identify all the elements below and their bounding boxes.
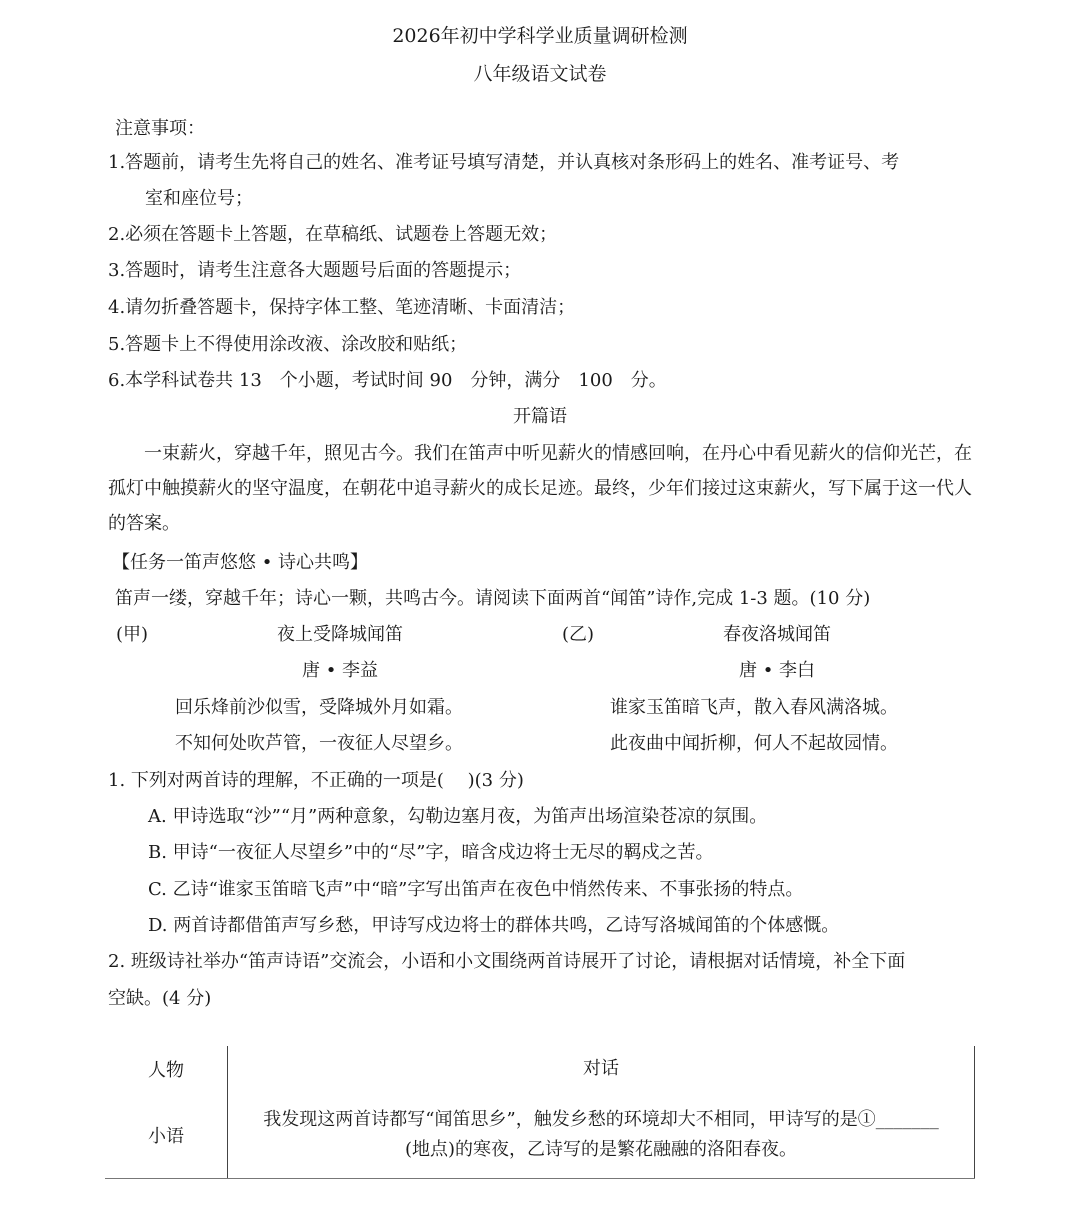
dialogue-table	[105, 1046, 975, 1178]
exam-title: 2026年初中学科学业质量调研检测	[392, 25, 688, 47]
question-1-stem: 1. 下列对两首诗的理解，不正确的一项是( )(3 分)	[108, 770, 524, 791]
table-cell-person: 小语	[148, 1126, 184, 1147]
poem-yi-author: 唐 • 李白	[738, 660, 816, 681]
task1-heading: 【任务一笛声悠悠 • 诗心共鸣】	[112, 552, 369, 573]
poem-jia-line: 回乐烽前沙似雪，受降城外月如霜。	[175, 697, 463, 718]
task1-intro: 笛声一缕，穿越千年；诗心一颗，共鸣古今。请阅读下面两首“闻笛”诗作,完成 1-3 题。(10 分)	[115, 588, 871, 609]
question-1-option: C. 乙诗“谁家玉笛暗飞声”中“暗”字写出笛声在夜色中悄然传来、不事张扬的特点。	[148, 879, 804, 900]
question-2-stem: 2. 班级诗社举办“笛声诗语”交流会，小语和小文围绕两首诗展开了讨论，请根据对话情境，补全下面	[108, 951, 906, 972]
opening-heading: 开篇语	[513, 406, 567, 427]
poem-jia-author: 唐 • 李益	[301, 660, 379, 681]
table-cell-dialogue	[228, 1092, 975, 1178]
table-row	[105, 1092, 975, 1178]
table-header-row	[105, 1046, 975, 1092]
notes-item: 3.答题时，请考生注意各大题题号后面的答题提示；	[108, 260, 522, 281]
poem-yi-title: 春夜洛城闻笛	[723, 624, 831, 645]
notes-item: 6.本学科试卷共 13 个小题，考试时间 90 分钟，满分 100 分。	[108, 370, 667, 391]
table-bottom-rule	[105, 1178, 975, 1179]
question-1-option: A. 甲诗选取“沙”“月”两种意象，勾勒边塞月夜，为笛声出场渲染苍凉的氛围。	[148, 806, 768, 827]
poem-jia-line: 不知何处吹芦管，一夜征人尽望乡。	[175, 733, 463, 754]
notes-item: 1.答题前，请考生先将自己的姓名、准考证号填写清楚，并认真核对条形码上的姓名、准考证号、考	[108, 152, 900, 173]
dialogue-text-line: 我发现这两首诗都写“闻笛思乡”，触发乡愁的环境却大不相同，甲诗写的是①_______	[263, 1109, 939, 1130]
notes-heading: 注意事项：	[115, 118, 205, 139]
opening-paragraph: 一束薪火，穿越千年，照见古今。我们在笛声中听见薪火的情感回响，在丹心中看见薪火的信仰光芒，在孤灯中触摸薪火的坚守温度，在朝花中追寻薪火的成长足迹。最终，少年们接过这束薪火，写下属于这一代人的答案。	[108, 443, 972, 534]
notes-item: 室和座位号；	[145, 188, 253, 209]
exam-subtitle: 八年级语文试卷	[473, 63, 607, 85]
notes-item: 5.答题卡上不得使用涂改液、涂改胶和贴纸；	[108, 334, 468, 355]
question-1-option: B. 甲诗“一夜征人尽望乡”中的“尽”字，暗含戍边将士无尽的羁戍之苦。	[148, 842, 714, 863]
notes-item: 2.必须在答题卡上答题，在草稿纸、试题卷上答题无效；	[108, 224, 558, 245]
table-header-person: 人物	[148, 1060, 184, 1081]
question-2-stem-cont: 空缺。(4 分)	[108, 988, 212, 1009]
poem-yi-label: (乙)	[562, 624, 595, 645]
poem-yi-line: 此夜曲中闻折柳，何人不起故园情。	[610, 733, 898, 754]
dialogue-text-line: (地点)的寒夜，乙诗写的是繁花融融的洛阳春夜。	[404, 1139, 798, 1160]
poem-jia-label: (甲)	[116, 624, 149, 645]
poem-jia-title: 夜上受降城闻笛	[277, 624, 403, 645]
poem-yi-line: 谁家玉笛暗飞声，散入春风满洛城。	[610, 697, 898, 718]
notes-item: 4.请勿折叠答题卡，保持字体工整、笔迹清晰、卡面清洁；	[108, 297, 576, 318]
question-1-option: D. 两首诗都借笛声写乡愁，甲诗写戍边将士的群体共鸣，乙诗写洛城闻笛的个体感慨。	[148, 915, 840, 936]
table-header-dialogue: 对话	[228, 1046, 975, 1092]
